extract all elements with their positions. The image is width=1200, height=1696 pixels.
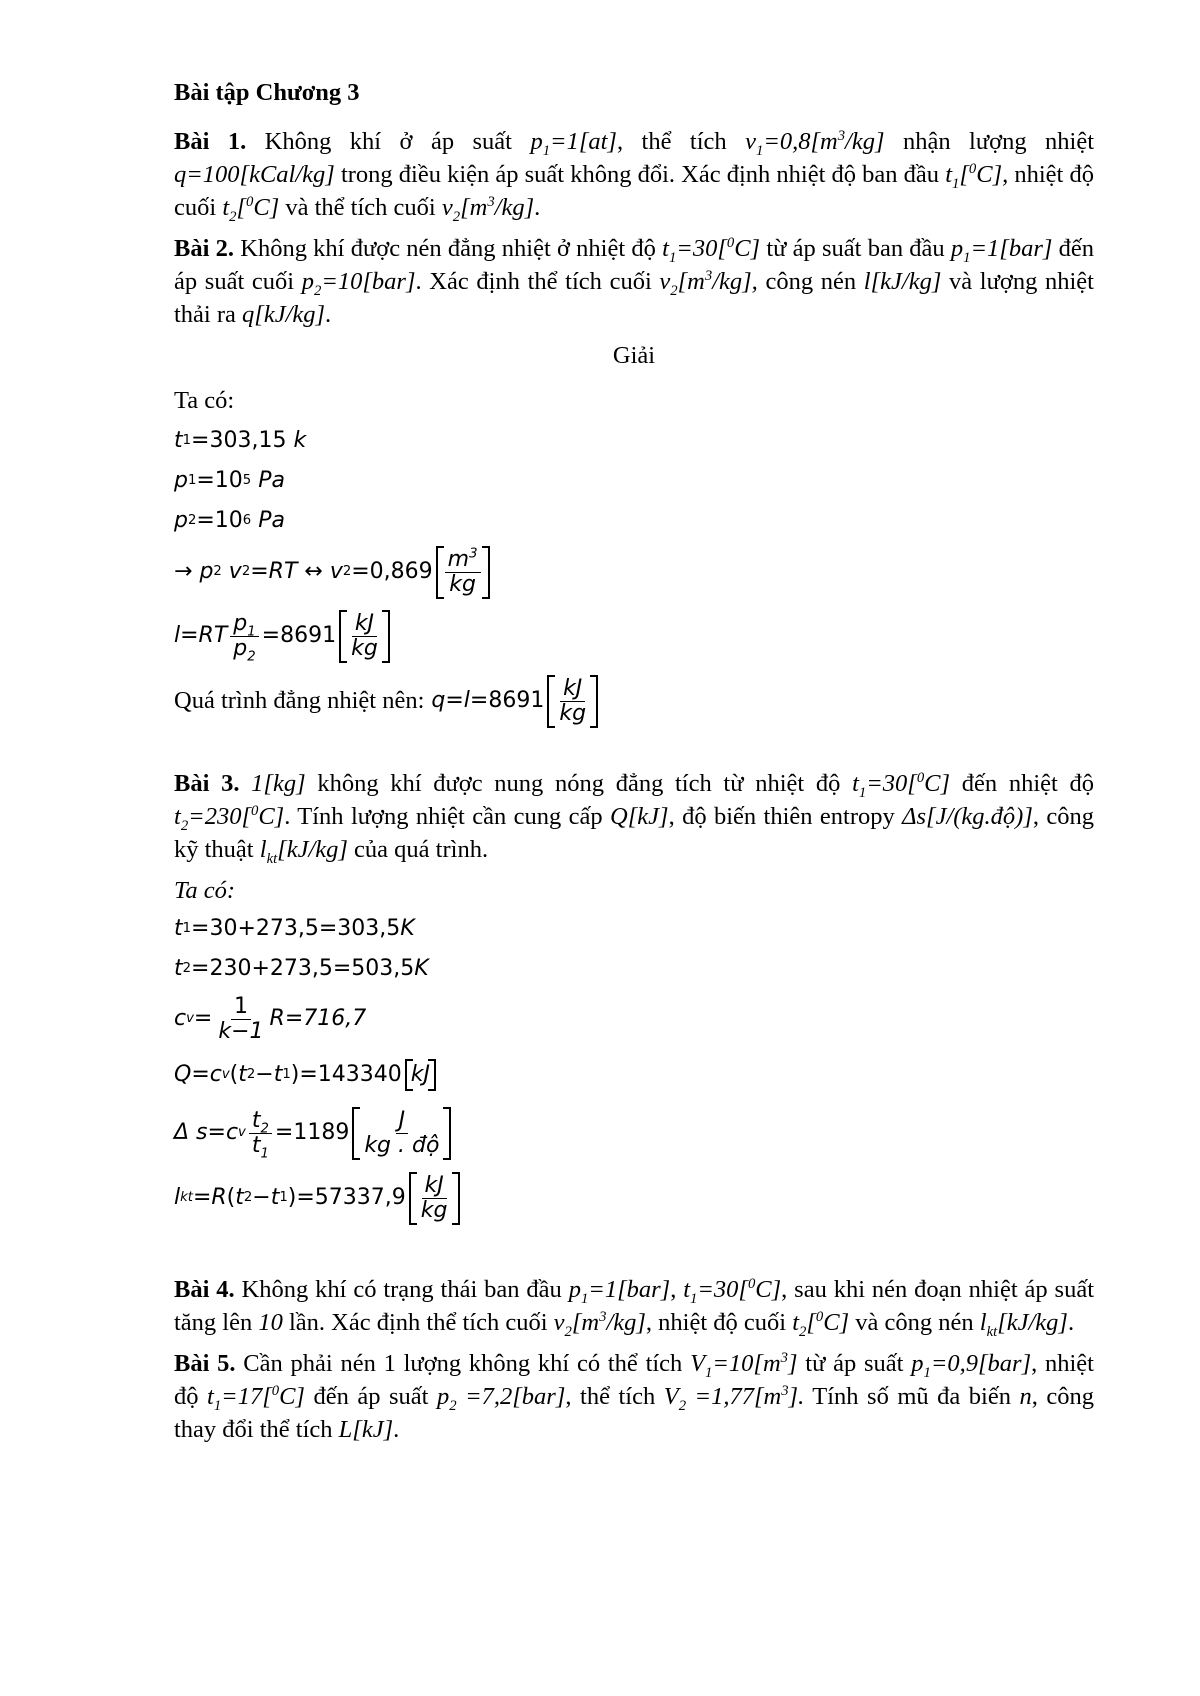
problem-4-label: Bài 4. bbox=[174, 1276, 235, 1303]
var: l bbox=[259, 836, 267, 863]
value: Q[kJ] bbox=[610, 803, 669, 830]
denominator: k−1 bbox=[218, 1018, 264, 1044]
denominator bbox=[249, 1132, 272, 1161]
denominator bbox=[230, 635, 258, 664]
sub: 2 bbox=[449, 1397, 457, 1414]
unit: C], bbox=[976, 161, 1009, 188]
unit: kJ bbox=[410, 1062, 431, 1087]
eq-q bbox=[174, 669, 1094, 733]
text: và thể tích cuối bbox=[279, 194, 442, 221]
text: , thể tích bbox=[565, 1383, 664, 1410]
unit: Pa bbox=[258, 508, 285, 533]
eq-p1: p 1 =10 5 Pa bbox=[174, 468, 285, 493]
unit: K bbox=[414, 956, 429, 981]
unit: C] bbox=[253, 194, 280, 221]
eq-t1: t 1 =303,15 k bbox=[174, 428, 307, 453]
text: Quá trình đẳng nhiệt nên: bbox=[174, 687, 425, 714]
text: và lượng nhiệt thải ra bbox=[174, 268, 1094, 328]
sub: 1 bbox=[923, 1364, 931, 1381]
sub: 2 bbox=[229, 208, 237, 225]
text: , độ biến thiên entropy bbox=[668, 803, 903, 830]
eq3-Q: Q=c v ( t 2 − t 1 ) =143340 kJ bbox=[174, 1049, 1094, 1101]
sub: 2 bbox=[314, 282, 322, 299]
sup: 3 bbox=[780, 1349, 788, 1366]
sup: 3 bbox=[781, 1382, 789, 1399]
text: Không khí có trạng thái ban đầu bbox=[234, 1276, 569, 1303]
unit: [ bbox=[806, 1309, 816, 1336]
sub: kt bbox=[986, 1323, 998, 1340]
sub: 1 bbox=[542, 142, 551, 159]
value: =RT bbox=[180, 623, 228, 648]
text: . bbox=[534, 194, 541, 221]
eq3-t1: t 1 =30+273,5=303,5 K bbox=[174, 916, 415, 941]
text: , sau khi nén đoạn nhiệt áp suất tăng lên bbox=[174, 1276, 1095, 1336]
denominator: kg bbox=[420, 1197, 448, 1223]
problem-3 bbox=[174, 767, 1094, 866]
value: =30[ bbox=[697, 1276, 748, 1303]
value: =1[at] bbox=[550, 128, 617, 155]
unit-bracket bbox=[409, 1172, 460, 1225]
sup: 3 bbox=[599, 1308, 607, 1325]
text: Tính số mũ đa biến bbox=[804, 1383, 1020, 1410]
unit-fraction bbox=[348, 612, 381, 661]
unit-bracket bbox=[547, 675, 598, 728]
var: p bbox=[530, 128, 543, 155]
var: t bbox=[238, 1062, 247, 1087]
sub: 1 bbox=[952, 175, 960, 192]
arrow: → bbox=[174, 559, 193, 584]
text: đến nhiệt độ bbox=[950, 770, 1094, 797]
sup: 0 bbox=[250, 802, 259, 819]
var: t bbox=[273, 1062, 283, 1087]
sub: 1 bbox=[580, 1290, 589, 1307]
problem-1-label: Bài 1. bbox=[174, 128, 247, 155]
var: p bbox=[174, 468, 188, 493]
text: , công kỹ thuật bbox=[174, 803, 1095, 863]
sup: 0 bbox=[246, 193, 254, 210]
sup: 3 bbox=[469, 546, 478, 562]
sup: 0 bbox=[815, 1308, 824, 1325]
unit: [kJ/kg] bbox=[997, 1309, 1068, 1336]
var: p bbox=[174, 508, 188, 533]
numerator: 1 bbox=[231, 995, 251, 1020]
unit: /kg] bbox=[606, 1309, 646, 1336]
var: p bbox=[437, 1383, 450, 1410]
sup: 0 bbox=[726, 234, 735, 251]
value: l[kJ/kg] bbox=[863, 268, 942, 295]
sub: 2 bbox=[670, 282, 678, 299]
value: =1[bar] bbox=[588, 1276, 671, 1303]
value: =230[ bbox=[188, 803, 251, 830]
unit: C] bbox=[279, 1383, 305, 1410]
var: v bbox=[659, 268, 671, 295]
var: v bbox=[441, 194, 453, 221]
denominator: kg bbox=[351, 635, 378, 661]
document-page bbox=[174, 76, 1094, 1454]
value: 1[kg] bbox=[251, 770, 306, 797]
text: , nhiệt độ cuối bbox=[645, 1309, 793, 1336]
sup: 0 bbox=[916, 769, 925, 786]
problem-5-label: Bài 5. bbox=[174, 1350, 236, 1377]
var: l bbox=[979, 1309, 987, 1336]
sub: 1 bbox=[963, 249, 971, 266]
paren: ) bbox=[290, 1062, 300, 1087]
value: =10 bbox=[196, 468, 243, 493]
value: =0,869 bbox=[351, 559, 433, 584]
unit-bracket bbox=[352, 1107, 451, 1160]
unit-fraction bbox=[418, 1174, 451, 1223]
unit: [kJ/kg] bbox=[277, 836, 348, 863]
sub: 1 bbox=[213, 1397, 222, 1414]
spacer bbox=[174, 733, 1094, 767]
var: t bbox=[792, 1309, 800, 1336]
sup: 3 bbox=[837, 127, 846, 144]
value: =143340 bbox=[299, 1062, 402, 1087]
text: . Xác định thể tích cuối bbox=[415, 268, 660, 295]
var: c bbox=[174, 1006, 187, 1031]
sub: 2 bbox=[247, 648, 256, 664]
value: =0,9[bar] bbox=[930, 1350, 1032, 1377]
var: v bbox=[553, 1309, 565, 1336]
value: =10 bbox=[196, 508, 243, 533]
text: Không khí được nén đẳng nhiệt ở nhiệt độ bbox=[234, 235, 663, 262]
var: t bbox=[683, 1276, 691, 1303]
minus: − bbox=[252, 1185, 271, 1210]
var: v bbox=[745, 128, 756, 155]
sub: 1 bbox=[755, 142, 764, 159]
eq3-lkt: l kt =R ( t 2 − t 1 ) =57337,9 $\frac{kJ}{kg}$ bbox=[174, 1165, 1094, 1231]
problem-1 bbox=[174, 125, 1094, 224]
text: Không khí ở áp suất bbox=[246, 128, 531, 155]
value: q[kJ/kg] bbox=[242, 301, 326, 328]
text: lần. Xác định thể tích cuối bbox=[282, 1309, 554, 1336]
value: =R bbox=[192, 1185, 227, 1210]
unit-bracket bbox=[436, 546, 490, 599]
unit-fraction bbox=[556, 677, 589, 726]
var: v bbox=[329, 559, 343, 584]
text: , nhiệt độ bbox=[174, 1350, 1094, 1410]
unit: [ bbox=[959, 161, 969, 188]
value: L[kJ] bbox=[338, 1416, 394, 1443]
value: R=716,7 bbox=[269, 1006, 367, 1031]
eq-v2: → p 2 v 2 =RT ↔ v 2 =0,869 $\frac{m^3}{kg}$ bbox=[174, 541, 1094, 603]
unit: K bbox=[400, 916, 415, 941]
sub: 1 bbox=[247, 623, 256, 639]
text: . bbox=[325, 301, 332, 328]
text: nhận lượng nhiệt bbox=[884, 128, 1095, 155]
value: q=l bbox=[431, 688, 470, 713]
text: công nén bbox=[757, 268, 864, 295]
value: =8691 bbox=[261, 623, 337, 648]
unit: /kg] bbox=[845, 128, 885, 155]
unit-fraction bbox=[445, 548, 481, 597]
ta-co-italic: Ta có: bbox=[174, 877, 236, 904]
paren: ( bbox=[226, 1185, 236, 1210]
ta-co-label: Ta có: bbox=[174, 387, 235, 414]
var: V bbox=[663, 1383, 679, 1410]
paren: ) bbox=[287, 1185, 297, 1210]
denominator: kg bbox=[559, 700, 587, 726]
var: t bbox=[207, 1383, 214, 1410]
text: không khí được nung nóng đẳng tích từ nhiệt độ bbox=[305, 770, 853, 797]
numerator: kJ bbox=[352, 612, 377, 637]
sub: 1 bbox=[705, 1364, 713, 1381]
unit: [m bbox=[460, 194, 488, 221]
sub: kt bbox=[266, 850, 278, 867]
unit: [ bbox=[236, 194, 247, 221]
numerator: J bbox=[396, 1109, 409, 1134]
var: p bbox=[568, 1276, 581, 1303]
unit: C] bbox=[924, 770, 951, 797]
var: t bbox=[270, 1185, 280, 1210]
text: đến áp suất cuối bbox=[174, 235, 1094, 295]
var: l bbox=[174, 623, 181, 648]
temp-fraction bbox=[249, 1107, 272, 1161]
text: Cần phải nén 1 lượng không khí có thể tích bbox=[235, 1350, 691, 1377]
var: p bbox=[950, 235, 964, 262]
value: =10[m bbox=[712, 1350, 781, 1377]
value: =230+273,5=503,5 bbox=[191, 956, 415, 981]
problem-2 bbox=[174, 232, 1094, 331]
numerator bbox=[445, 548, 481, 573]
sub: 2 bbox=[260, 1120, 269, 1136]
unit: C] bbox=[823, 1309, 850, 1336]
eq3-ds: Δ s=c v $\frac{t_2}{t_1}$ =1189 $\frac{J}{\text{kg . độ}}$ bbox=[174, 1101, 1094, 1165]
sub: 1 bbox=[690, 1290, 698, 1307]
denominator: kg . độ bbox=[364, 1132, 440, 1158]
unit: /kg] bbox=[494, 194, 535, 221]
value: =8691 bbox=[469, 688, 545, 713]
unit: [m bbox=[571, 1309, 600, 1336]
value: =RT bbox=[250, 559, 298, 584]
unit: Pa bbox=[258, 468, 285, 493]
sup: 3 bbox=[487, 193, 495, 210]
text: trong điều kiện áp suất không đổi. Xác định nhiệt độ ban đầu bbox=[334, 161, 946, 188]
num: m bbox=[447, 546, 470, 572]
den: t bbox=[251, 1132, 261, 1158]
numerator: kJ bbox=[560, 677, 585, 702]
value: =1189 bbox=[274, 1120, 350, 1145]
minus: − bbox=[255, 1062, 274, 1087]
value: =30[ bbox=[866, 770, 917, 797]
text: , công thay đổi thể tích bbox=[174, 1383, 1095, 1443]
var: t bbox=[174, 916, 183, 941]
problem-2-label: Bài 2. bbox=[174, 235, 235, 262]
text: nhiệt độ cuối bbox=[174, 161, 1094, 221]
numerator bbox=[230, 612, 258, 637]
var: t bbox=[222, 194, 230, 221]
var: t bbox=[174, 803, 181, 830]
text: đến áp suất bbox=[304, 1383, 437, 1410]
value: n bbox=[1019, 1383, 1032, 1410]
num: t bbox=[251, 1107, 261, 1133]
problem-3-label: Bài 3. bbox=[174, 770, 240, 797]
var: p bbox=[911, 1350, 924, 1377]
equals: = bbox=[193, 1006, 213, 1031]
unit-bracket bbox=[339, 610, 390, 663]
var: p bbox=[199, 559, 214, 584]
text: và công nén bbox=[849, 1309, 980, 1336]
numerator bbox=[249, 1109, 272, 1134]
value: =7,2[bar] bbox=[456, 1383, 566, 1410]
sub: 1 bbox=[668, 249, 677, 266]
value: Δs[J/(kg.độ)] bbox=[902, 803, 1033, 830]
pressure-fraction bbox=[230, 610, 258, 664]
problem-4 bbox=[174, 1273, 1094, 1339]
value: =0,8[m bbox=[763, 128, 838, 155]
var: t bbox=[852, 770, 859, 797]
text: , bbox=[670, 1276, 684, 1303]
unit: [m bbox=[677, 268, 705, 295]
unit: k bbox=[293, 428, 307, 453]
solution-heading: Giải bbox=[612, 342, 656, 369]
text: . Tính lượng nhiệt cần cung cấp bbox=[284, 803, 611, 830]
den: p bbox=[233, 635, 248, 661]
chapter-title: Bài tập Chương 3 bbox=[174, 79, 360, 106]
numerator: kJ bbox=[422, 1174, 447, 1199]
unit-fraction bbox=[361, 1109, 442, 1158]
eq3-t2: t 2 =230+273,5=503,5 K bbox=[174, 956, 429, 981]
cv-fraction bbox=[215, 995, 266, 1044]
text: từ áp suất ban đầu bbox=[760, 235, 951, 262]
arrow: ↔ bbox=[304, 559, 323, 584]
text: . bbox=[1067, 1309, 1075, 1336]
text bbox=[239, 770, 251, 797]
sup: 0 bbox=[271, 1382, 280, 1399]
sub: 1 bbox=[858, 784, 867, 801]
num: p bbox=[233, 610, 248, 636]
value: =30+273,5=303,5 bbox=[191, 916, 401, 941]
text: của quá trình. bbox=[347, 836, 489, 863]
var: v bbox=[228, 559, 242, 584]
text: từ áp suất bbox=[797, 1350, 912, 1377]
var: t bbox=[174, 956, 183, 981]
value: =30[ bbox=[676, 235, 727, 262]
value: =1,77[m bbox=[686, 1383, 782, 1410]
var: t bbox=[945, 161, 952, 188]
value: =1[bar] bbox=[970, 235, 1053, 262]
var: Δ s=c bbox=[174, 1120, 239, 1145]
problem-5 bbox=[174, 1347, 1094, 1446]
spacer bbox=[174, 1231, 1094, 1273]
value: =17[ bbox=[221, 1383, 272, 1410]
var: t bbox=[235, 1185, 244, 1210]
sub: 2 bbox=[180, 817, 189, 834]
eq3-cv: c v = $\frac{1}{k-1}$ R=716,7 bbox=[174, 993, 367, 1044]
value: 10 bbox=[258, 1309, 283, 1336]
var: t bbox=[174, 428, 183, 453]
eq-l bbox=[174, 603, 1094, 669]
unit: C] bbox=[755, 1276, 782, 1303]
sub: 1 bbox=[260, 1145, 269, 1161]
value: q=100[kCal/kg] bbox=[174, 161, 335, 188]
unit: C] bbox=[258, 803, 285, 830]
denominator: kg bbox=[449, 571, 476, 597]
unit-bracket bbox=[405, 1059, 436, 1091]
text: , thể tích bbox=[616, 128, 746, 155]
sub: 2 bbox=[799, 1323, 807, 1340]
value: =10[bar] bbox=[321, 268, 416, 295]
sup: 0 bbox=[968, 160, 977, 177]
unit: C] bbox=[734, 235, 761, 262]
value: =57337,9 bbox=[296, 1185, 406, 1210]
sub: 2 bbox=[452, 208, 461, 225]
unit: ]. bbox=[788, 1383, 805, 1410]
paren: ( bbox=[229, 1062, 239, 1087]
var: Q=c bbox=[174, 1062, 222, 1087]
value: =303,15 bbox=[191, 428, 287, 453]
var: V bbox=[690, 1350, 706, 1377]
var: p bbox=[301, 268, 314, 295]
sub: 2 bbox=[678, 1397, 687, 1414]
unit: ] bbox=[787, 1350, 798, 1377]
sub: 2 bbox=[564, 1323, 572, 1340]
var: t bbox=[662, 235, 669, 262]
sup: 3 bbox=[704, 267, 713, 284]
var: l bbox=[174, 1185, 181, 1210]
unit: /kg], bbox=[712, 268, 758, 295]
sup: 0 bbox=[747, 1275, 756, 1292]
text: . bbox=[393, 1416, 400, 1443]
eq-p2: p 2 =10 6 Pa bbox=[174, 508, 285, 533]
